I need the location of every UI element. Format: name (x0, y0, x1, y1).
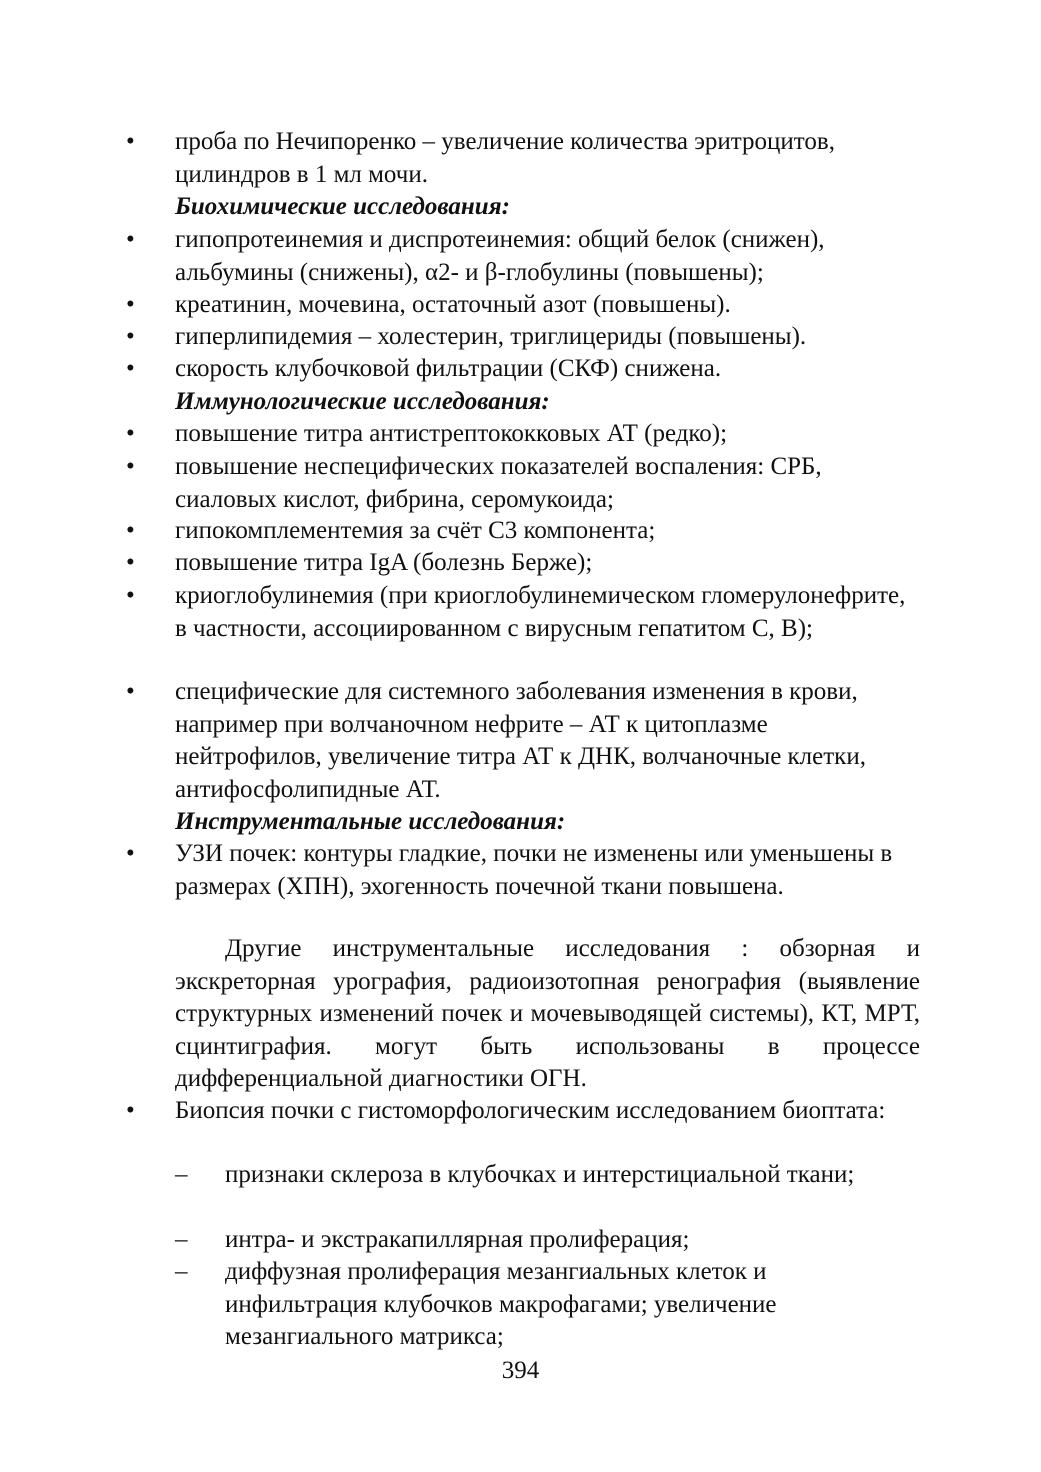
list-item-text: гиперлипидемия – холестерин, триглицериды (повышены). (175, 323, 807, 350)
list-item-text: Биопсия почки с гистоморфологическим исследованием биоптата: (175, 1097, 886, 1124)
list-item (120, 676, 920, 806)
sub-list-item (175, 1256, 920, 1354)
page-number: 394 (501, 1357, 540, 1384)
sub-list-item (175, 1159, 920, 1192)
bullet: • (126, 1097, 135, 1124)
bullet: • (126, 128, 135, 155)
list-item-text: повышение титра антистрептококковых АТ (редко); (175, 420, 728, 447)
list-item-text: повышение титра IgA (болезнь Берже); (175, 549, 593, 576)
list-item-text: скорость клубочковой фильтрации (СКФ) снижена. (175, 355, 722, 382)
list-item (120, 289, 920, 322)
list-item-text: гипокомплементемия за счёт С3 компонента; (175, 517, 656, 544)
list-item (120, 418, 920, 451)
bullet: • (126, 226, 135, 253)
sub-list-item-text: интра- и экстракапиллярная пролиферация; (225, 1226, 690, 1253)
list-item (120, 515, 920, 548)
list-item-text: криоглобулинемия (при криоглобулинемическом гломерулонефрите, в частности, ассоциированном с вирусным гепатитом С, В); (175, 582, 906, 642)
sub-list-item-text: диффузная пролиферация мезангиальных клеток и инфильтрация клубочков макрофагами; увеличение мезангиального матрикса; (225, 1258, 777, 1350)
list-item (120, 1095, 920, 1128)
bullet: • (126, 678, 135, 705)
list-item (120, 353, 920, 386)
body-paragraph: Другие инструментальные исследования : обзорная и экскреторная урография, радиоизотопная ренография (выявление структурных изменений почек и мочевыводящей системы), КТ, МРТ, сцинтиграфия. могут быть использованы в процессе дифференциальной диагностики ОГН. (175, 935, 920, 1092)
bullet: • (126, 840, 135, 867)
bullet: • (126, 420, 135, 447)
list-item (120, 224, 920, 289)
sub-list-item-text: признаки склероза в клубочках и интерстициальной ткани; (225, 1161, 855, 1188)
bullet: • (126, 323, 135, 350)
section-heading-biochemical: Биохимические исследования: (175, 193, 510, 220)
bullet: • (126, 453, 135, 480)
list-item-text: гипопротеинемия и диспротеинемия: общий белок (снижен), альбумины (снижены), α2- и β-глобулины (повышены); (175, 226, 825, 286)
sub-list-item (175, 1224, 920, 1257)
section-heading-instrumental: Инструментальные исследования: (175, 808, 566, 835)
list-item-text: УЗИ почек: контуры гладкие, почки не изменены или уменьшены в размерах (ХПН), эхогенность почечной ткани повышена. (175, 840, 893, 900)
list-item-text: креатинин, мочевина, остаточный азот (повышены). (175, 291, 731, 318)
bullet: • (126, 549, 135, 576)
dash-marker: – (175, 1161, 188, 1188)
list-item-text: повышение неспецифических показателей воспаления: СРБ, сиаловых кислот, фибрина, серомукоида; (175, 453, 822, 513)
list-item-text: проба по Нечипоренко – увеличение количества эритроцитов, цилиндров в 1 мл мочи. (175, 128, 835, 188)
bullet: • (126, 355, 135, 382)
bullet: • (126, 517, 135, 544)
bullet: • (126, 582, 135, 609)
list-item (120, 126, 920, 191)
list-item (120, 580, 920, 645)
list-item (120, 547, 920, 580)
dash-marker: – (175, 1226, 188, 1253)
list-item (120, 838, 920, 903)
list-item (120, 321, 920, 354)
section-heading-immunological: Иммунологические исследования: (175, 388, 550, 415)
list-item (120, 451, 920, 516)
bullet: • (126, 291, 135, 318)
dash-marker: – (175, 1258, 188, 1285)
list-item-text: специфические для системного заболевания изменения в крови, например при волчаночном нефрите – АТ к цитоплазме нейтрофилов, увеличение титра АТ к ДНК, волчаночные клетки, антифосфолипидные АТ. (175, 678, 866, 803)
